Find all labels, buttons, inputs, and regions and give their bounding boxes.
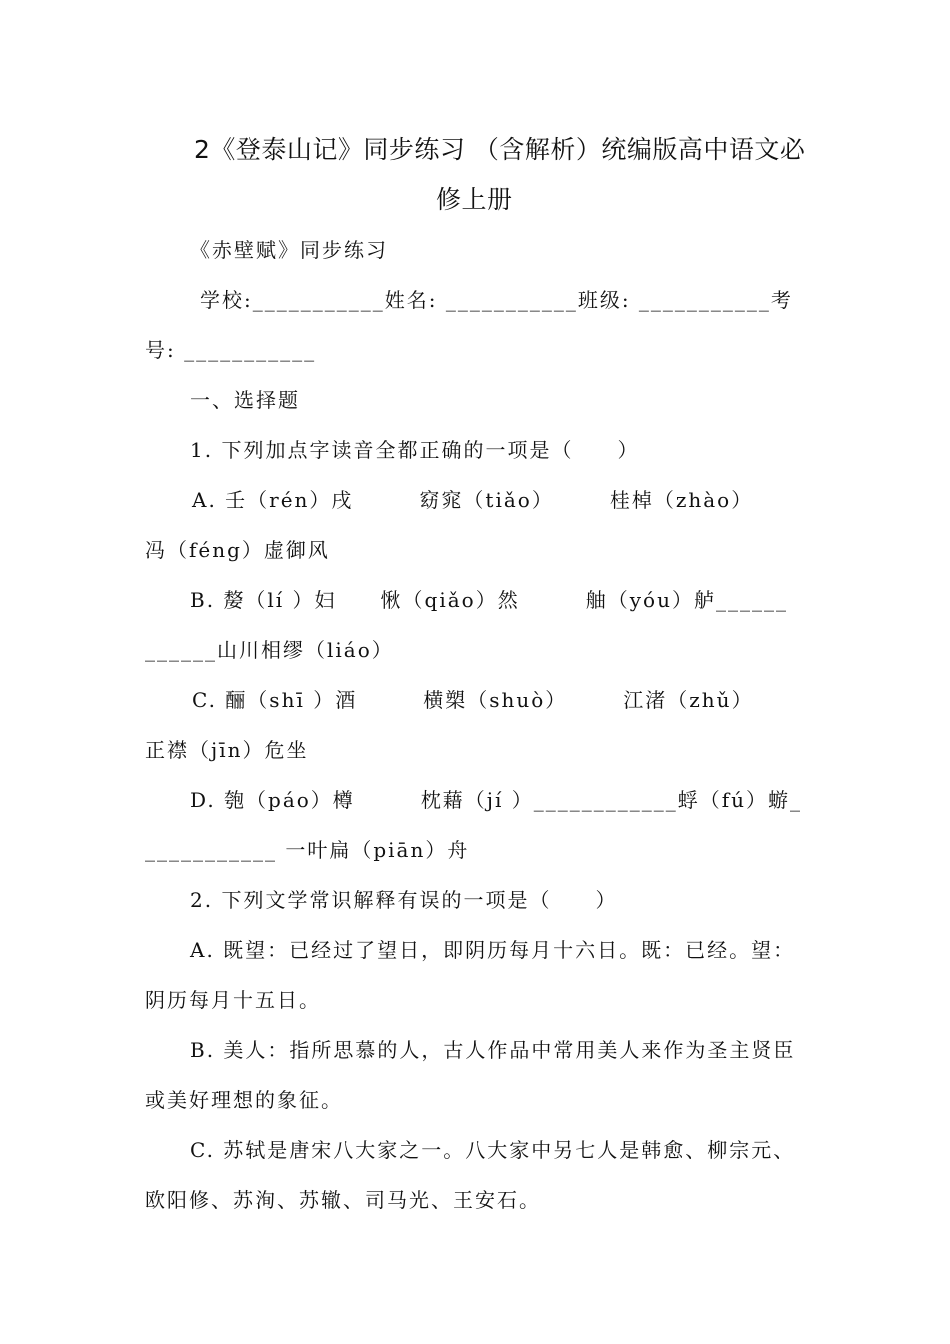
question-2-option-c-line-1: C. 苏轼是唐宋八大家之一。八大家中另七人是韩愈、柳宗元、: [190, 1138, 796, 1162]
question-2-option-a-line-2: 阴历每月十五日。: [145, 988, 321, 1012]
question-1-option-a-line-1: A. 壬（rén）戌 窈窕（tiǎo） 桂棹（zhào）: [192, 488, 754, 512]
question-1-option-d-line-2: ___________ 一叶扁（piān）舟: [145, 838, 470, 862]
question-2-option-a-line-1: A. 既望：已经过了望日，即阴历每月十六日。既：已经。望：: [190, 938, 796, 962]
question-2-option-b-line-2: 或美好理想的象征。: [145, 1088, 343, 1112]
question-1-stem: 1. 下列加点字读音全都正确的一项是（ ）: [190, 438, 640, 462]
question-1-option-d-line-1: D. 匏（páo）樽 枕藉（jí ）____________蜉（fú）蝣_: [190, 788, 803, 812]
question-1-option-c-line-2: 正襟（jīn）危坐: [145, 738, 309, 762]
question-1-option-b-line-1: B. 嫠（lí ）妇 愀（qiǎo）然 舳（yóu）舻______: [190, 588, 788, 612]
document-title-line-1: 2《登泰山记》同步练习 （含解析）统编版高中语文必: [194, 135, 806, 164]
section-heading: 一、选择题: [190, 388, 300, 412]
question-1-option-b-line-2: ______山川相缪（liáo）: [145, 638, 394, 662]
question-2-option-b-line-1: B. 美人：指所思慕的人，古人作品中常用美人来作为圣主贤臣: [190, 1038, 796, 1062]
question-1-option-a-line-2: 冯（féng）虚御风: [145, 538, 330, 562]
student-info-line-2: 号: ___________: [145, 338, 317, 362]
student-info-line-1: 学校:___________姓名: ___________班级: ___________考: [200, 288, 793, 312]
document-title-line-2: 修上册: [436, 185, 513, 214]
question-2-stem: 2. 下列文学常识解释有误的一项是（ ）: [190, 888, 618, 912]
subtitle: 《赤壁赋》同步练习: [190, 238, 388, 262]
question-1-option-c-line-1: C. 酾（shī ）酒 横槊（shuò） 江渚（zhǔ）: [192, 688, 754, 712]
question-2-option-c-line-2: 欧阳修、苏洵、苏辙、司马光、王安石。: [145, 1188, 541, 1212]
